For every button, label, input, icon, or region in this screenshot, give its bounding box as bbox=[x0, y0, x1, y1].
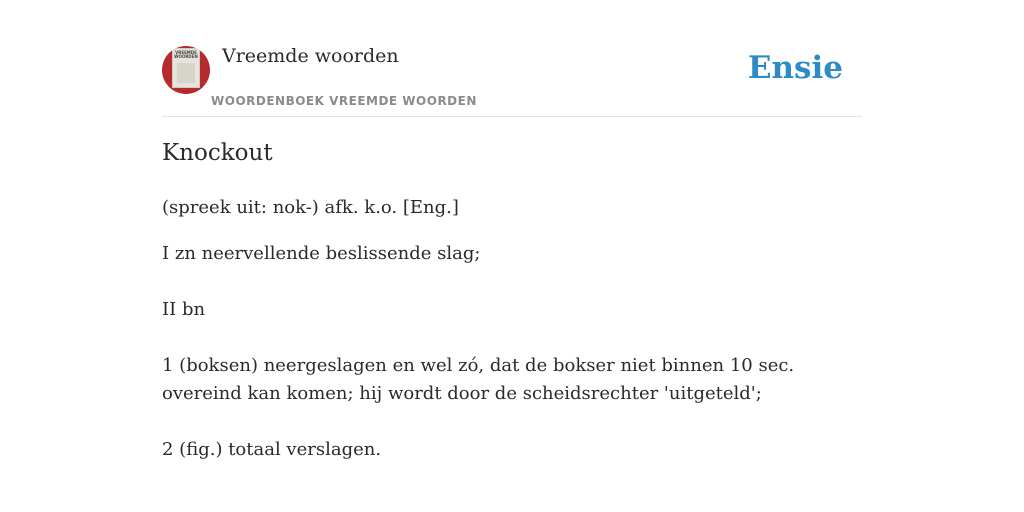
dictionary-name[interactable]: Vreemde woorden bbox=[222, 45, 399, 67]
spacer bbox=[162, 324, 862, 352]
dictionary-avatar[interactable] bbox=[162, 46, 210, 94]
page bbox=[162, 0, 862, 460]
entry-word: Knockout bbox=[162, 140, 273, 166]
entry-pronunciation: (spreek uit: nok-) afk. k.o. [Eng.] bbox=[162, 197, 459, 218]
book-cover-icon bbox=[172, 48, 200, 88]
definition-line: I zn neervellende beslissende slag; bbox=[162, 243, 481, 264]
dictionary-header bbox=[162, 0, 862, 117]
definition-line: 2 (fig.) totaal verslagen. bbox=[162, 439, 382, 460]
definition-line: 1 (boksen) neergeslagen en wel zó, dat de bokser niet binnen 10 sec. overeind kan komen; hij wordt door de scheidsrechter 'uitgeteld'; bbox=[162, 355, 795, 404]
entry-body bbox=[162, 194, 862, 464]
dictionary-subtitle: WOORDENBOEK VREEMDE WOORDEN bbox=[211, 94, 477, 108]
definition-line: II bn bbox=[162, 299, 206, 320]
spacer bbox=[162, 408, 862, 436]
spacer bbox=[162, 268, 862, 296]
cover-illustration bbox=[177, 63, 195, 83]
cover-text: VREEMDE WOORDEN bbox=[174, 50, 198, 59]
ensie-logo[interactable]: Ensie bbox=[747, 50, 843, 86]
